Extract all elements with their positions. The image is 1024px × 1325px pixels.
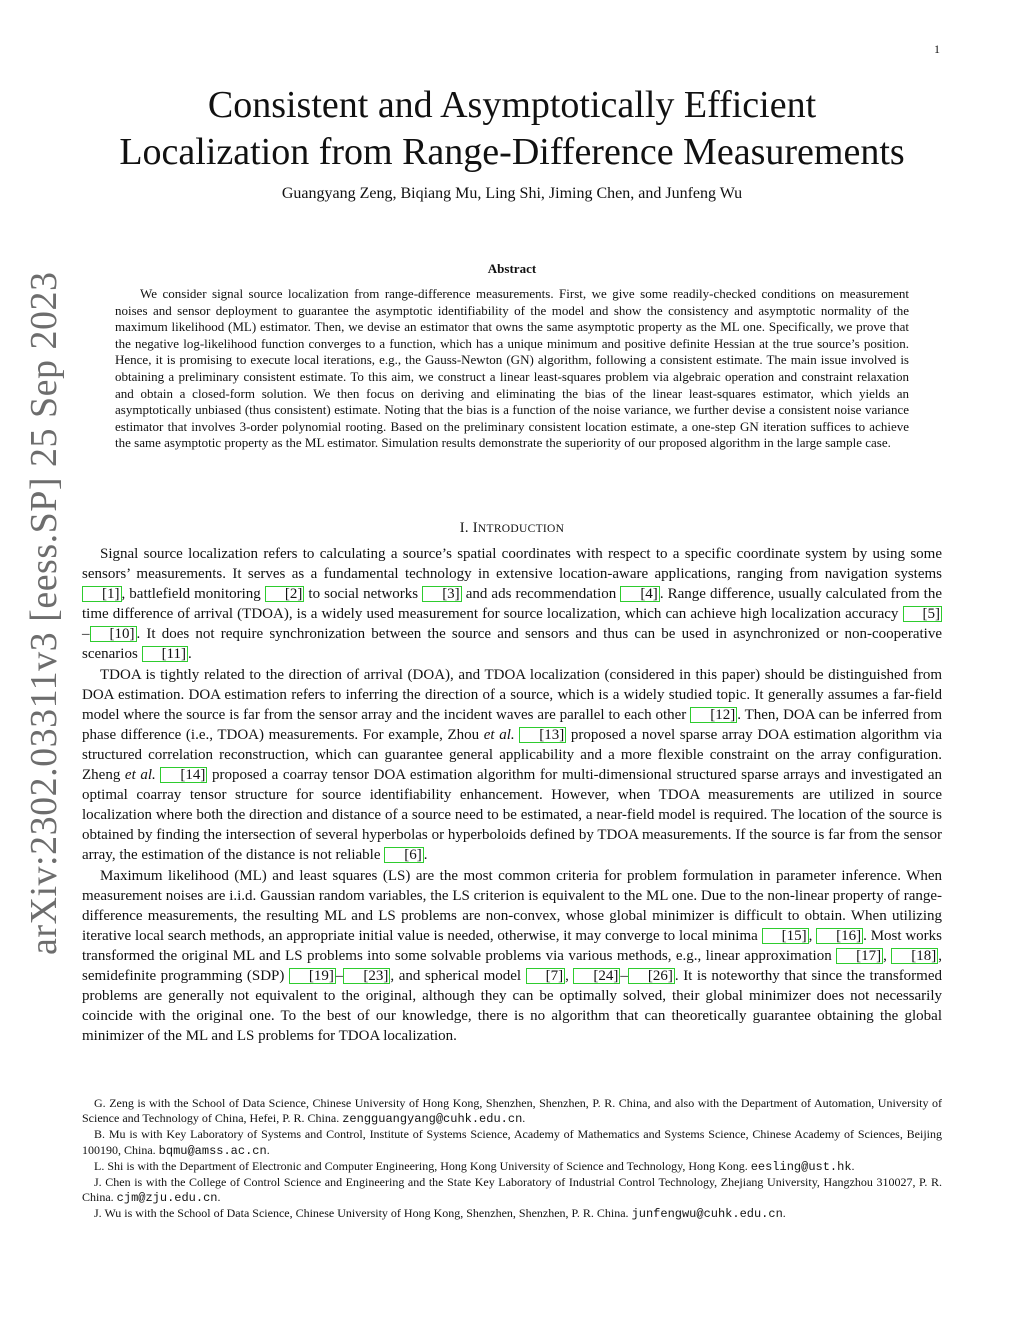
email-link[interactable]: zengguangyang@cuhk.edu.cn [342,1112,523,1127]
email-link[interactable]: junfengwu@cuhk.edu.cn [631,1207,783,1222]
citation-link[interactable]: [4] [620,586,660,602]
author-affiliation-footnotes [82,1096,942,1223]
citation-link[interactable]: [10] [90,626,137,642]
footnote-chen: J. Chen is with the College of Control Science and Engineering and the State Key Laboratory of Industrial Control Technology, Zhejiang University, Hangzhou 310027, P. R. China. cjm@zju.edu.cn. [82,1175,942,1206]
email-link[interactable]: cjm@zju.edu.cn [116,1191,218,1206]
citation-link[interactable]: [12] [690,707,737,723]
title-line-2: Localization from Range-Difference Measurements [119,131,905,173]
citation-link[interactable]: [7] [526,968,566,984]
citation-link[interactable]: [15] [762,928,809,944]
abstract-heading: Abstract [487,261,537,276]
email-link[interactable]: eesling@ust.hk [750,1159,852,1174]
paper-title [60,82,964,176]
citation-link[interactable]: [17] [836,948,883,964]
citation-link[interactable]: [14] [160,767,207,783]
email-link[interactable]: bqmu@amss.ac.cn [158,1143,267,1158]
introduction-body [82,544,942,1046]
citation-link[interactable]: [2] [265,586,305,602]
citation-link[interactable]: [16] [816,928,863,944]
footnote-mu: B. Mu is with Key Laboratory of Systems and Control, Institute of Systems Science, Academy of Mathematics and Systems Science, Chinese Academy of Sciences, Beijing 100190, China. bqmu@amss.ac.cn. [82,1127,942,1158]
citation-link[interactable]: [23] [343,968,390,984]
citation-link[interactable]: [13] [519,727,566,743]
footnote-shi: L. Shi is with the Department of Electronic and Computer Engineering, Hong Kong University of Science and Technology, Hong Kong. eesling@ust.hk. [94,1158,855,1174]
section-title-initial: I [472,520,478,536]
citation-link[interactable]: [26] [628,968,675,984]
citation-link[interactable]: [3] [422,586,462,602]
title-line-1: Consistent and Asymptotically Efficient [207,84,817,126]
abstract-body: We consider signal source localization from range-difference measurements. First, we give some readily-checked conditions on measurement noises and sensor deployment to guarantee the asymptotic identifiability of the model and show the consistency and asymptotic normality of the maximum likelihood (ML) estimator. Then, we devise an estimator that owns the same asymptotic property as the ML one. Specifically, we prove that the negative log-likelihood function converges to a function, which has a unique minimum and positive definite Hessian at the true source’s position. Hence, it is promising to execute local iterations, e.g., the Gauss-Newton (GN) algorithm, following a consistent estimate. The main issue involved is obtaining a preliminary consistent estimate. To this aim, we construct a linear least-squares problem via algebraic operation and constraint relaxation and obtain a closed-form solution. We then focus on deriving and eliminating the bias of the linear least-squares estimator, which yields an asymptotically unbiased (thus consistent) estimate. Noting that the bias is a function of the noise variance, we further devise a consistent noise variance estimator that involves 3-order polynomial rooting. Based on the preliminary consistent location estimate, a one-step GN iteration suffices to achieve the same asymptotic property as the ML estimator. Simulation results demonstrate the superiority of our proposed algorithm in the large sample case. [115,286,909,451]
section-numeral: I. [459,520,469,536]
section-heading-introduction [60,520,964,537]
citation-link[interactable]: [19] [289,968,336,984]
citation-link[interactable]: [18] [891,948,938,964]
author-list: Guangyang Zeng, Biqiang Mu, Ling Shi, Jiming Chen, and Junfeng Wu [281,185,743,202]
citation-link[interactable]: [24] [573,968,620,984]
citation-link[interactable]: [6] [384,847,424,863]
arxiv-stamp[interactable]: arXiv:2302.03311v3 [eess.SP] 25 Sep 2023 [23,271,65,955]
page-number: 1 [934,42,940,56]
intro-paragraph-3: Maximum likelihood (ML) and least squares (LS) are the most common criteria for problem formulation in parameter inference. When measurement noises are i.i.d. Gaussian random variables, the LS criterion is equivalent to the ML one. Due to the non-linear property of range-difference measurements, the resulting ML and LS problems are non-convex, whose global minimizer is difficult to obtain. When utilizing iterative local search methods, an appropriate initial value is needed, otherwise, it may converge to local minima [15] , [16] . Most works transformed the original ML and LS problems into some solvable problems via various methods, e.g., linear approximation [17] , [18] , semidefinite programming (SDP) [19] – [23] , and spherical model [7] , [24] – [26] . It is noteworthy that since the transformed problems are generally not equivalent to the original, although they can be optimally solved, their global minimizer does not necessarily coincide with the original one. To the best of our knowledge, there is no algorithm that can theoretically guarantee obtaining the global minimizer of the ML and LS problems for TDOA localization. [82,867,943,1045]
citation-link[interactable]: [5] [903,606,943,622]
intro-paragraph-1: Signal source localization refers to calculating a source’s spatial coordinates with respect to a specific coordinate system by using some sensors’ measurements. It serves as a fundamental technology in extensive location-aware applications, ranging from navigation systems [1] , battlefield monitoring [2] to social networks [3] and ads recommendation [4] . Range difference, usually calculated from the time difference of arrival (TDOA), is a widely used measurement for source localization, which can achieve high localization accuracy [5]– [10] . It does not require synchronization between the source and sensors and thus can be used in asynchronized or non-cooperative scenarios [11] . [82,546,943,663]
section-title-rest: NTRODUCTION [477,523,565,535]
footnote-zeng: G. Zeng is with the School of Data Science, Chinese University of Hong Kong, Shenzhen, Shenzhen, P. R. China, and also with the Department of Automation, University of Science and Technology of China, Hefei, P. R. China. zengguangyang@cuhk.edu.cn. [82,1096,942,1127]
footnote-wu: J. Wu is with the School of Data Science, Chinese University of Hong Kong, Shenzhen, Shenzhen, P. R. China. junfengwu@cuhk.edu.cn. [94,1206,786,1222]
intro-paragraph-2: TDOA is tightly related to the direction of arrival (DOA), and TDOA localization (considered in this paper) should be distinguished from DOA estimation. DOA estimation refers to inferring the direction of a source, which is a widely studied topic. It generally assumes a far-field model where the source is far from the sensor array and the incident waves are parallel to each other [12] . Then, DOA can be inferred from phase difference (i.e., TDOA) measurements. For example, Zhou et al. [13] proposed a novel sparse array DOA estimation algorithm via structured correlation reconstruction, which can guarantee general applicability and a more flexible constraint on the array configuration. Zheng et al. [14] proposed a coarray tensor DOA estimation algorithm for multi-dimensional structured sparse arrays and investigated an optimal coarray tensor structure for source identifiability enhancement. However, when TDOA measurements are utilized in source localization where both the direction and distance of a source need to be estimated, a near-field model is required. The location of the source is obtained by finding the intersection of several hyperbolas or hyperboloids defined by TDOA measurements. If the source is far from the sensor array, the estimation of the distance is not reliable [6] . [82,666,943,864]
citation-link[interactable]: [1] [82,586,122,602]
citation-link[interactable]: [11] [142,646,188,662]
